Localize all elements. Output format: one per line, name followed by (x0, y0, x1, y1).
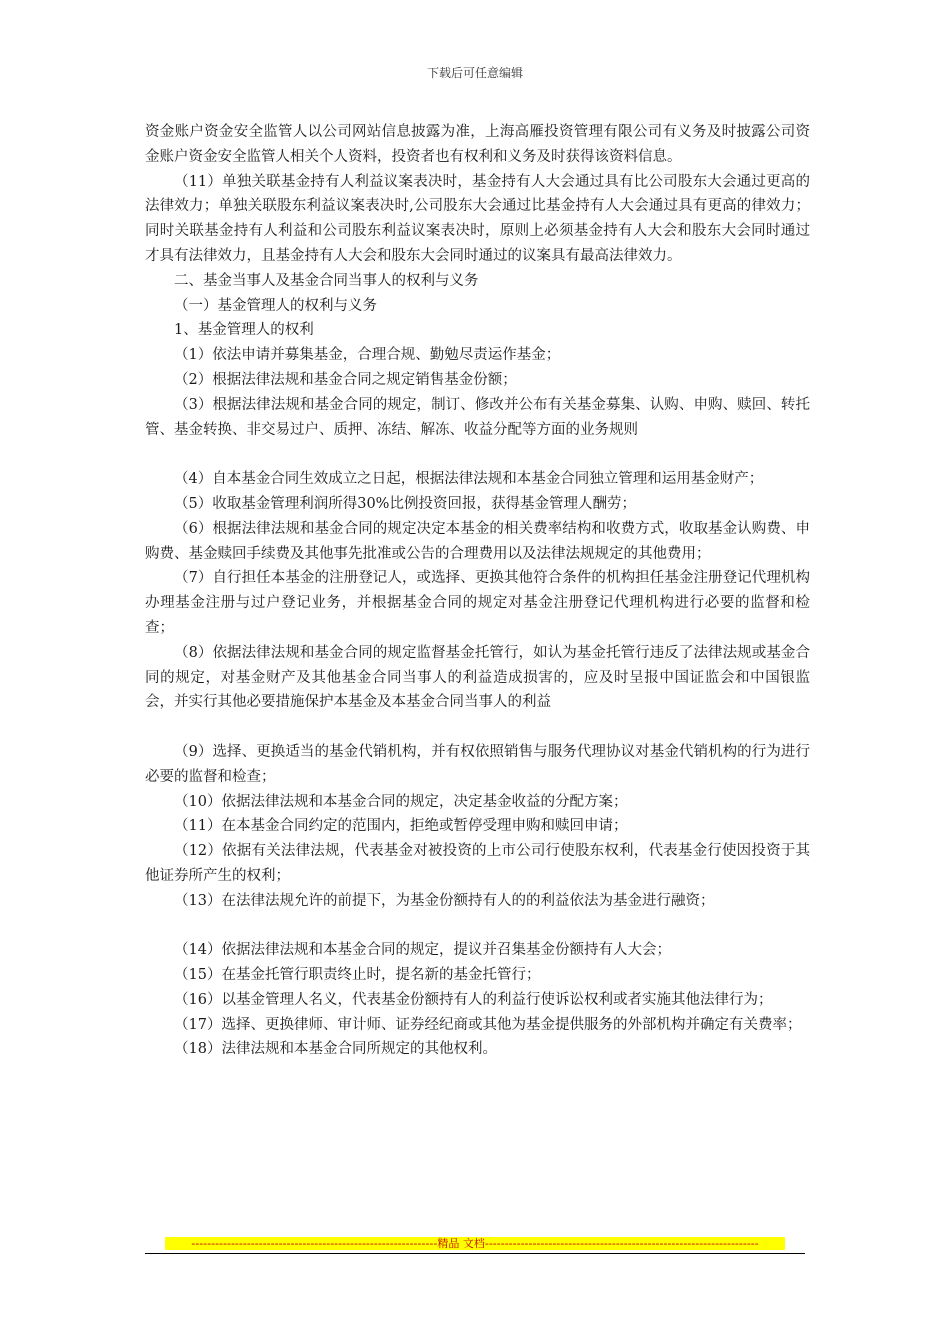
paragraph: 二、基金当事人及基金合同当事人的权利与义务 (174, 272, 479, 289)
paragraph: （2）根据法律法规和基金合同之规定销售基金份额； (174, 371, 517, 388)
paragraph: （1）依法申请并募集基金，合理合规、勤勉尽责运作基金； (174, 347, 561, 364)
paragraph: （17）选择、更换律师、审计师、证券经纪商或其他为基金提供服务的外部机构并确定有关费率； (174, 1016, 802, 1033)
paragraph: （15）在基金托管行职责终止时，提名新的基金托管行； (174, 967, 541, 984)
paragraph: （3）根据法律法规和基金合同的规定，制订、修改并公布有关基金募集、认购、申购、赎回、转托管、基金转换、非交易过户、质押、冻结、解冻、收益分配等方面的业务规则 (145, 396, 810, 438)
blank-line (145, 914, 810, 939)
paragraph: （11）在本基金合同约定的范围内，拒绝或暂停受理申购和赎回申请； (174, 818, 628, 835)
paragraph: （14）依据法律法规和本基金合同的规定，提议并召集基金份额持有人大会； (174, 942, 671, 959)
paragraph: （18）法律法规和本基金合同所规定的其他权利。 (174, 1041, 497, 1058)
paragraph: 1、基金管理人的权利 (174, 322, 314, 339)
paragraph: （4）自本基金合同生效成立之日起，根据法律法规和本基金合同独立管理和运用基金财产； (174, 471, 764, 488)
paragraph: （6）根据法律法规和基金合同的规定决定本基金的相关费率结构和收费方式，收取基金认购费、申购费、基金赎回手续费及其他事先批准或公告的合理费用以及法律法规规定的其他费用； (145, 520, 810, 562)
paragraph: （7）自行担任本基金的注册登记人，或选择、更换其他符合条件的机构担任基金注册登记代理机构办理基金注册与过户登记业务，并根据基金合同的规定对基金注册登记代理机构进行必要的监督和检查； (145, 570, 810, 636)
paragraph: （11）单独关联基金持有人利益议案表决时，基金持有人大会通过具有比公司股东大会通过更高的法律效力；单独关联股东利益议案表决时,公司股东大会通过比基金持有人大会通过具有更高的律效力；同时关联基金持有人利益和公司股东利益议案表决时，原则上必须基金持有人大会和股东大会同时通过才具有法律效力，且基金持有人大会和股东大会同时通过的议案具有最高法律效力。 (145, 173, 810, 264)
blank-line (145, 715, 810, 740)
paragraph: 资金账户资金安全监管人以公司网站信息披露为准，上海高雁投资管理有限公司有义务及时披露公司资金账户资金安全监管人相关个人资料，投资者也有权利和义务及时获得该资料信息。 (145, 124, 810, 165)
paragraph: （8）依据法律法规和基金合同的规定监督基金托管行，如认为基金托管行违反了法律法规或基金合同的规定，对基金财产及其他基金合同当事人的利益造成损害的，应及时呈报中国证监会和中国银监会，并实行其他必要措施保护本基金及本基金合同当事人的利益 (145, 644, 810, 711)
footer-banner: --------------------------------------------------------------精品 文档--------------------------------------------------------------------- (165, 1237, 785, 1250)
blank-line (145, 442, 810, 467)
paragraph: （9）选择、更换适当的基金代销机构，并有权依照销售与服务代理协议对基金代销机构的行为进行必要的监督和检查； (145, 743, 810, 785)
paragraph: （13）在法律法规允许的前提下，为基金份额持有人的的利益依法为基金进行融资； (174, 892, 715, 909)
paragraph: （12）依据有关法律法规，代表基金对被投资的上市公司行使股东权利，代表基金行使因投资于其他证券所产生的权利； (145, 843, 810, 884)
paragraph: （10）依据法律法规和本基金合同的规定，决定基金收益的分配方案； (174, 793, 628, 810)
footer-rule (145, 1253, 805, 1254)
page-header: 下载后可任意编辑 (426, 66, 523, 80)
paragraph: （一）基金管理人的权利与义务 (174, 297, 377, 314)
paragraph: （16）以基金管理人名义，代表基金份额持有人的利益行使诉讼权利或者实施其他法律行为； (174, 991, 773, 1008)
paragraph: （5）收取基金管理利润所得30%比例投资回报，获得基金管理人酬劳； (174, 495, 636, 512)
document-body (145, 120, 810, 1062)
